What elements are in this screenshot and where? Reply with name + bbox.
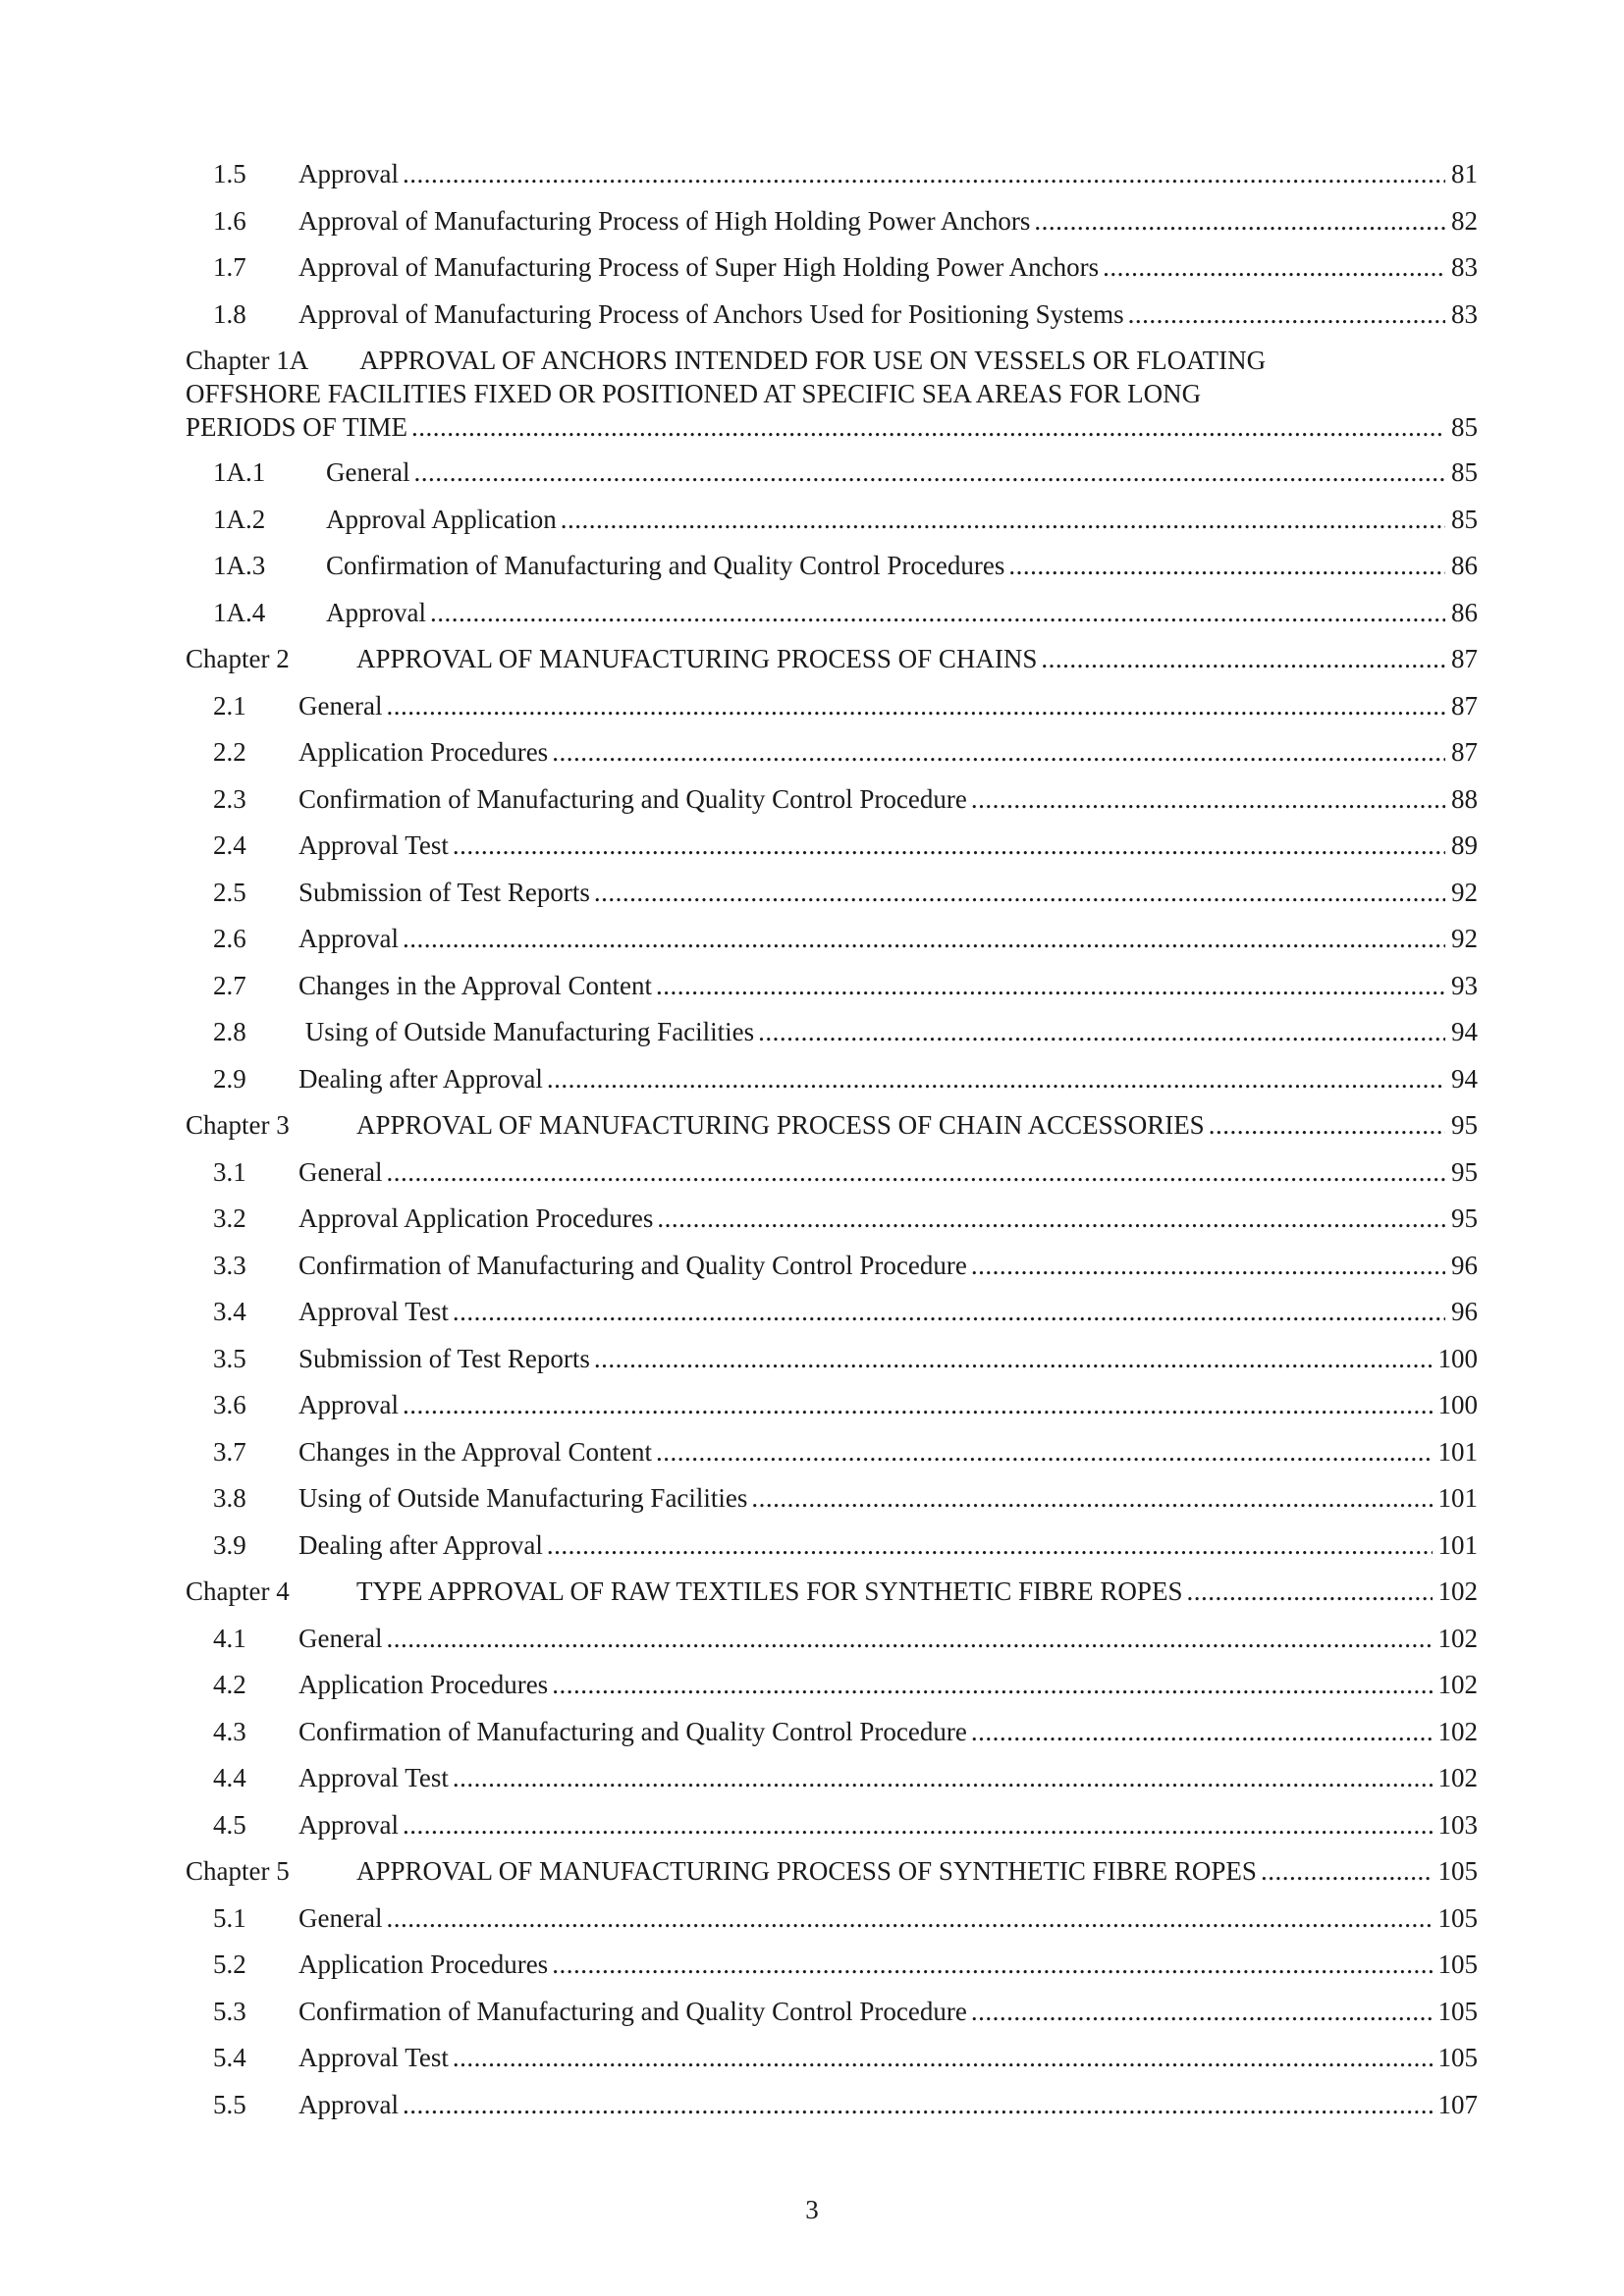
toc-entry[interactable] [186,1196,1478,1243]
chapter-number: Chapter 1A [186,346,309,375]
toc-entry[interactable] [186,1149,1478,1197]
toc-entry[interactable] [186,963,1478,1010]
page-reference: 86 [1451,597,1478,627]
section-title: Confirmation of Manufacturing and Quality Control Procedure [298,1716,967,1746]
toc-entry[interactable] [186,1056,1478,1103]
section-number: 3.3 [213,1250,246,1280]
section-title: Approval of Manufacturing Process of High Holding Power Anchors [298,205,1031,236]
dot-leader [1128,292,1445,339]
section-title: Approval [298,924,399,953]
dot-leader [971,776,1445,824]
toc-entry[interactable] [186,1289,1478,1336]
toc-chapter-entry[interactable] [186,1848,1478,1896]
section-title: Confirmation of Manufacturing and Quality Control Procedure [298,1250,967,1280]
toc-entry[interactable] [186,1382,1478,1429]
toc-entry[interactable] [186,1942,1478,1989]
dot-leader [1041,636,1445,683]
page-reference: 81 [1451,159,1478,188]
toc-entry[interactable] [186,590,1478,637]
section-number: 2.9 [213,1063,246,1094]
section-title: Submission of Test Reports [298,1343,590,1373]
section-number: 3.4 [213,1297,246,1326]
dot-leader [403,151,1445,198]
dot-leader [971,1243,1445,1290]
section-title: Approval Test [298,2043,449,2072]
section-title: Changes in the Approval Content [298,1436,652,1467]
section-title: Submission of Test Reports [298,877,590,907]
page-reference: 102 [1437,1763,1478,1792]
toc-entry[interactable] [186,776,1478,824]
section-title: Dealing after Approval [298,1063,543,1094]
page-reference: 89 [1451,830,1478,860]
chapter-title: APPROVAL OF MANUFACTURING PROCESS OF CHAINS [356,644,1038,673]
section-number: 4.1 [213,1623,246,1653]
table-of-contents [186,151,1478,2128]
toc-entry[interactable] [186,2035,1478,2082]
chapter-title-line-2: OFFSHORE FACILITIES FIXED OR POSITIONED AT SPECIFIC SEA AREAS FOR LONG [186,379,1202,408]
section-title: Approval Test [298,1297,449,1326]
section-number: 2.7 [213,970,246,1000]
toc-entry[interactable] [186,1896,1478,1943]
page-reference: 96 [1451,1297,1478,1326]
section-number: 1A.3 [213,551,266,580]
section-title: General [298,1156,383,1187]
toc-entry[interactable] [186,683,1478,730]
dot-leader [552,729,1445,776]
dot-leader [547,1056,1445,1103]
page-reference: 86 [1451,551,1478,580]
section-number: 4.3 [213,1716,246,1746]
section-number: 1.6 [213,205,246,236]
dot-leader [1186,1569,1432,1616]
section-number: 3.8 [213,1483,246,1513]
section-title: Approval Application [326,504,557,534]
section-number: 5.2 [213,1949,246,1979]
section-number: 5.3 [213,1996,246,2026]
dot-leader [758,1009,1445,1056]
dot-leader [386,1149,1445,1197]
page-reference: 102 [1437,1576,1478,1606]
section-title: General [298,690,383,721]
dot-leader [403,2082,1433,2129]
page-reference: 83 [1451,298,1478,329]
section-number: 4.4 [213,1763,246,1792]
section-number: 5.5 [213,2089,246,2119]
section-title: Using of Outside Manufacturing Facilities [298,1017,755,1046]
page-reference: 95 [1451,1156,1478,1187]
page-reference: 92 [1451,924,1478,953]
page-reference: 96 [1451,1250,1478,1280]
dot-leader [403,916,1445,963]
dot-leader [594,870,1445,917]
toc-chapter-entry[interactable] [186,636,1478,683]
toc-entry[interactable] [186,244,1478,292]
section-title: Approval [298,1390,399,1419]
toc-entry[interactable] [186,1709,1478,1756]
page-reference: 105 [1437,2043,1478,2072]
dot-leader [552,1942,1432,1989]
dot-leader [453,1755,1433,1802]
section-title: Approval [298,159,399,188]
dot-leader [594,1336,1433,1383]
toc-entry[interactable] [186,543,1478,590]
section-number: 4.2 [213,1670,246,1699]
page-reference: 102 [1437,1716,1478,1746]
section-number: 3.9 [213,1529,246,1560]
toc-entry[interactable] [186,1802,1478,1849]
section-number: 5.1 [213,1902,246,1933]
toc-entry[interactable] [186,1336,1478,1383]
section-title: Application Procedures [298,1670,549,1699]
toc-entry[interactable] [186,916,1478,963]
section-number: 2.5 [213,877,246,907]
dot-leader [656,1429,1433,1476]
section-title: Application Procedures [298,1949,549,1979]
page-reference: 100 [1437,1390,1478,1419]
page-reference: 101 [1437,1436,1478,1467]
toc-entry[interactable] [186,1662,1478,1709]
page-reference: 87 [1451,644,1478,673]
section-title: Approval [298,1809,399,1840]
page-reference: 101 [1437,1529,1478,1560]
chapter-number: Chapter 5 [186,1856,290,1886]
dot-leader [453,823,1445,870]
chapter-title: TYPE APPROVAL OF RAW TEXTILES FOR SYNTHETIC FIBRE ROPES [356,1576,1183,1606]
toc-entry[interactable] [186,1009,1478,1056]
dot-leader [971,1709,1433,1756]
page-reference: 105 [1437,1996,1478,2026]
section-number: 3.7 [213,1436,246,1467]
page-reference: 85 [1451,412,1478,442]
section-title: Approval Test [298,1763,449,1792]
toc-entry[interactable] [186,292,1478,339]
page-reference: 94 [1451,1017,1478,1046]
toc-entry[interactable] [186,497,1478,544]
dot-leader [403,1802,1433,1849]
dot-leader [386,1896,1432,1943]
toc-entry[interactable] [186,1429,1478,1476]
page-reference: 101 [1437,1483,1478,1513]
chapter-title-line-3: PERIODS OF TIME [186,412,408,442]
section-number: 3.6 [213,1390,246,1419]
dot-leader [751,1475,1432,1522]
chapter-title-line-1: APPROVAL OF ANCHORS INTENDED FOR USE ON VESSELS OR FLOATING [359,346,1267,375]
page-reference: 102 [1437,1623,1478,1653]
dot-leader [561,497,1445,544]
page-reference: 87 [1451,737,1478,767]
section-title: General [326,457,410,487]
page-reference: 102 [1437,1670,1478,1699]
section-title: Confirmation of Manufacturing and Quality Control Procedure [298,783,967,814]
section-title: Approval [298,2089,399,2119]
page-reference: 103 [1437,1809,1478,1840]
section-number: 1.7 [213,252,246,282]
section-title: Dealing after Approval [298,1529,543,1560]
toc-chapter-entry[interactable] [186,1569,1478,1616]
section-title: Approval of Manufacturing Process of Anchors Used for Positioning Systems [298,298,1124,329]
page-reference: 107 [1437,2089,1478,2119]
page-reference: 88 [1451,783,1478,814]
section-number: 5.4 [213,2043,246,2072]
section-number: 3.2 [213,1203,246,1233]
section-title: Using of Outside Manufacturing Facilities [298,1483,748,1513]
section-number: 2.2 [213,737,246,767]
chapter-number: Chapter 4 [186,1576,290,1606]
section-title: Changes in the Approval Content [298,970,652,1000]
dot-leader [386,683,1445,730]
dot-leader [547,1522,1433,1570]
section-number: 1A.1 [213,457,266,487]
dot-leader [1034,198,1445,245]
toc-entry[interactable] [186,198,1478,245]
toc-entry[interactable] [186,870,1478,917]
page-reference: 95 [1451,1203,1478,1233]
dot-leader [411,410,1445,444]
section-title: Approval [326,597,426,627]
dot-leader [430,590,1445,637]
toc-entry[interactable] [186,1475,1478,1522]
section-number: 1.5 [213,159,246,188]
section-number: 3.1 [213,1156,246,1187]
dot-leader [971,1989,1433,2036]
section-title: Confirmation of Manufacturing and Quality Control Procedure [298,1996,967,2026]
section-title: Approval of Manufacturing Process of Super High Holding Power Anchors [298,252,1100,282]
dot-leader [1008,543,1445,590]
section-number: 1A.4 [213,597,266,627]
page-reference: 95 [1451,1110,1478,1140]
page-reference: 83 [1451,252,1478,282]
section-title: General [298,1902,383,1933]
section-number: 2.3 [213,783,246,814]
page-reference: 93 [1451,970,1478,1000]
section-number: 2.8 [213,1017,246,1046]
section-number: 1A.2 [213,504,266,534]
dot-leader [552,1662,1432,1709]
page-reference: 105 [1437,1902,1478,1933]
section-title: Approval Test [298,830,449,860]
toc-entry[interactable] [186,1989,1478,2036]
dot-leader [657,1196,1445,1243]
page-reference: 94 [1451,1063,1478,1094]
dot-leader [1209,1102,1445,1149]
toc-chapter-entry[interactable] [186,1102,1478,1149]
dot-leader [453,2035,1433,2082]
chapter-title: APPROVAL OF MANUFACTURING PROCESS OF SYNTHETIC FIBRE ROPES [356,1856,1257,1886]
section-number: 3.5 [213,1343,246,1373]
chapter-number: Chapter 3 [186,1110,290,1140]
toc-entry[interactable] [186,1522,1478,1570]
dot-leader [656,963,1445,1010]
dot-leader [1261,1848,1433,1896]
toc-entry[interactable] [186,1616,1478,1663]
dot-leader [386,1616,1432,1663]
toc-entry[interactable] [186,151,1478,198]
section-title: Confirmation of Manufacturing and Quality Control Procedures [326,551,1005,580]
section-number: 2.1 [213,690,246,721]
toc-entry[interactable] [186,1755,1478,1802]
dot-leader [453,1289,1445,1336]
page-reference: 100 [1437,1343,1478,1373]
toc-entry[interactable] [186,450,1478,497]
section-number: 2.4 [213,830,246,860]
page-reference: 85 [1451,457,1478,487]
section-number: 1.8 [213,298,246,329]
section-number: 2.6 [213,924,246,953]
section-title: Approval Application Procedures [298,1203,654,1233]
page-reference: 105 [1437,1856,1478,1886]
toc-entry[interactable] [186,1243,1478,1290]
page-reference: 82 [1451,205,1478,236]
dot-leader [1103,244,1445,292]
toc-entry[interactable] [186,729,1478,776]
toc-chapter-entry[interactable] [186,338,1478,450]
dot-leader [413,450,1445,497]
page-reference: 105 [1437,1949,1478,1979]
section-title: Application Procedures [298,737,549,767]
page-reference: 87 [1451,690,1478,721]
chapter-title: APPROVAL OF MANUFACTURING PROCESS OF CHAIN ACCESSORIES [356,1110,1205,1140]
toc-entry[interactable] [186,823,1478,870]
dot-leader [403,1382,1433,1429]
page-reference: 85 [1451,504,1478,534]
toc-entry[interactable] [186,2082,1478,2129]
chapter-number: Chapter 2 [186,644,290,673]
page-number-footer: 3 [805,2195,819,2224]
section-number: 4.5 [213,1809,246,1840]
section-title: General [298,1623,383,1653]
page-reference: 92 [1451,877,1478,907]
